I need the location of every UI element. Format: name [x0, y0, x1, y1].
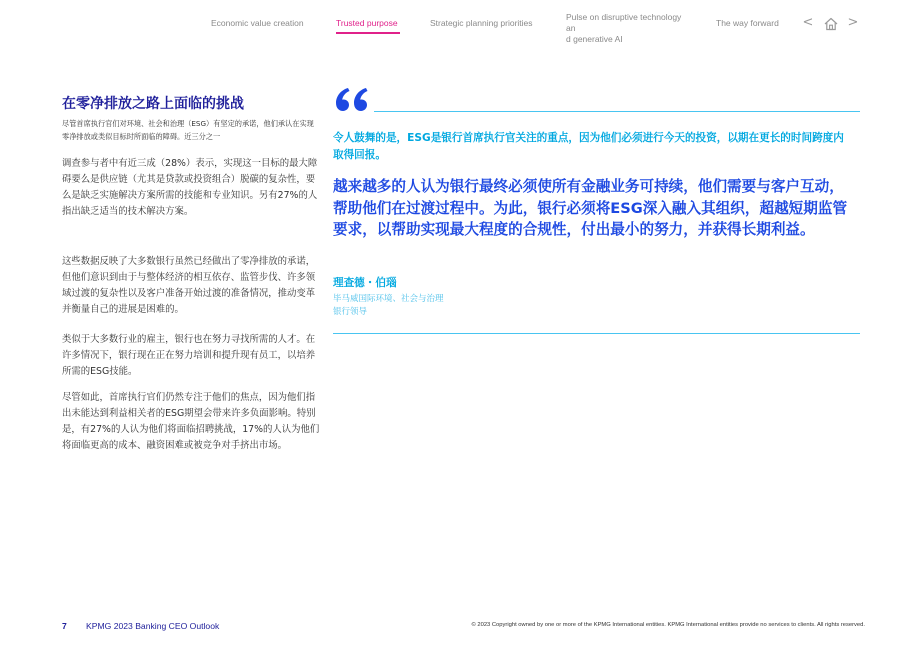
- document-title: KPMG 2023 Banking CEO Outlook: [86, 621, 220, 631]
- tab-the-way-forward[interactable]: The way forward: [716, 18, 779, 28]
- tab-economic-value-creation[interactable]: Economic value creation: [211, 18, 304, 28]
- quote-author-role-2: 银行领导: [333, 307, 368, 317]
- paragraph-1: 调查参与者中有近三成（28%）表示，实现这一目标的最大障碍要么是供应链（尤其是贷款或投资组合）脱碳的复杂性，要么是缺乏实施解决方案所需的技能和专业知识。另有27%的人指出缺乏适当的技术解决方案。: [62, 158, 318, 217]
- paragraph-4: 尽管如此，首席执行官们仍然专注于他们的焦点，因为他们指出未能达到利益相关者的ESG期望会带来许多负面影响。特别是，有27%的人认为他们将面临招聘挑战，17%的人认为他们将面临更高的成本、融资困难或被竞争对手挤出市场。: [62, 392, 320, 451]
- intro-text: 尽管首席执行官们对环境、社会和治理（ESG）有坚定的承诺，他们承认在实现零净排放或类似目标时所面临的障碍。近三分之一: [62, 119, 314, 141]
- tab-strategic-planning-priorities[interactable]: Strategic planning priorities: [430, 18, 533, 28]
- quote-main: 越来越多的人认为银行最终必须使所有金融业务可持续，他们需要与客户互动，帮助他们在过渡过程中。为此，银行必须将ESG深入融入其组织，超越短期监管要求，以帮助实现最大程度的合规性，付出最小的努力，并获得长期利益。: [333, 178, 848, 238]
- section-heading: 在零净排放之路上面临的挑战: [62, 96, 244, 112]
- page-number: 7: [62, 621, 67, 631]
- tab-pulse-on-disruptive-technology[interactable]: [566, 12, 691, 45]
- quote-bottom-rule: [333, 333, 860, 334]
- copyright-notice: © 2023 Copyright owned by one or more of the KPMG International entities. KPMG International entities provide no services to clients. All rights reserved.: [471, 622, 865, 628]
- quote-author-role-1: 毕马威国际环境、社会与治理: [333, 294, 444, 304]
- quote-top-rule: [374, 111, 860, 112]
- top-navigation: [0, 0, 920, 44]
- quote-author: 理查德・伯瑙: [333, 277, 397, 289]
- tab-pulse-line1: Pulse on disruptive technology an: [566, 12, 682, 33]
- tab-trusted-purpose[interactable]: Trusted purpose: [336, 18, 398, 28]
- quote-intro: 令人鼓舞的是，ESG是银行首席执行官关注的重点，因为他们必须进行今天的投资，以期在更长的时间跨度内取得回报。: [333, 132, 844, 161]
- home-icon[interactable]: [823, 16, 839, 32]
- active-tab-underline: [336, 32, 400, 34]
- chevron-right-icon[interactable]: >: [847, 15, 859, 30]
- chevron-left-icon[interactable]: <: [802, 15, 814, 30]
- paragraph-2: 这些数据反映了大多数银行虽然已经做出了零净排放的承诺，但他们意识到由于与整体经济的相互依存、监管步伐、许多领域过渡的复杂性以及客户准备开始过渡的准备情况，推动变革并衡量自己的进展是困难的。: [62, 256, 316, 315]
- tab-pulse-line2: d generative AI: [566, 34, 623, 44]
- quote-mark-icon: [333, 82, 373, 122]
- paragraph-3: 类似于大多数行业的雇主，银行也在努力寻找所需的人才。在许多情况下，银行现在正在努力培训和提升现有员工，以培养所需的ESG技能。: [62, 334, 316, 377]
